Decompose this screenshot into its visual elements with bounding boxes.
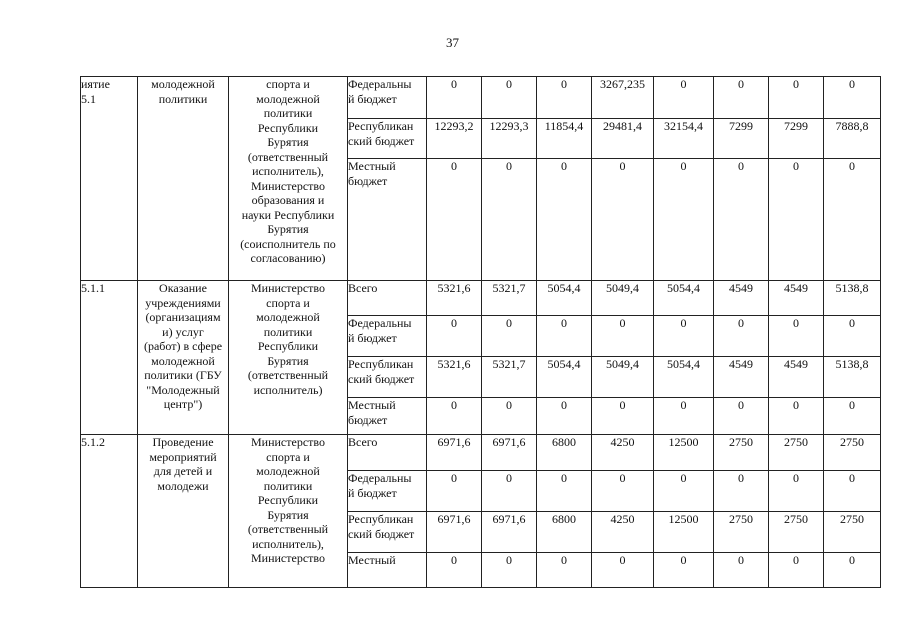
budget-value: 0 bbox=[654, 316, 714, 357]
budget-value: 0 bbox=[482, 398, 537, 435]
budget-value: 0 bbox=[592, 471, 654, 512]
budget-value: 6971,6 bbox=[427, 435, 482, 471]
budget-value: 0 bbox=[427, 77, 482, 119]
budget-value: 0 bbox=[769, 398, 824, 435]
table-body bbox=[81, 77, 881, 588]
budget-value: 0 bbox=[824, 471, 881, 512]
funding-source: Федеральны й бюджет bbox=[348, 471, 427, 512]
funding-source: Республикан ский бюджет bbox=[348, 512, 427, 553]
budget-value: 12293,2 bbox=[427, 119, 482, 159]
budget-value: 0 bbox=[824, 398, 881, 435]
budget-value: 2750 bbox=[824, 435, 881, 471]
funding-source: Федеральны й бюджет bbox=[348, 77, 427, 119]
budget-value: 5054,4 bbox=[537, 281, 592, 316]
budget-value: 5049,4 bbox=[592, 357, 654, 398]
budget-value: 3267,235 bbox=[592, 77, 654, 119]
budget-value: 4549 bbox=[769, 281, 824, 316]
budget-value: 2750 bbox=[714, 435, 769, 471]
budget-value: 0 bbox=[537, 159, 592, 281]
budget-value: 2750 bbox=[769, 512, 824, 553]
budget-value: 4250 bbox=[592, 512, 654, 553]
budget-value: 0 bbox=[714, 159, 769, 281]
funding-source: Федеральны й бюджет bbox=[348, 316, 427, 357]
budget-value: 12293,3 bbox=[482, 119, 537, 159]
budget-value: 5321,6 bbox=[427, 357, 482, 398]
budget-value: 5321,6 bbox=[427, 281, 482, 316]
budget-value: 0 bbox=[427, 316, 482, 357]
budget-value: 0 bbox=[482, 471, 537, 512]
budget-value: 0 bbox=[537, 77, 592, 119]
measure-number: 5.1.2 bbox=[81, 435, 138, 588]
budget-value: 6971,6 bbox=[427, 512, 482, 553]
budget-value: 0 bbox=[592, 159, 654, 281]
budget-value: 0 bbox=[592, 553, 654, 588]
budget-value: 0 bbox=[482, 77, 537, 119]
budget-value: 0 bbox=[769, 77, 824, 119]
budget-value: 0 bbox=[427, 398, 482, 435]
budget-value: 0 bbox=[769, 553, 824, 588]
executor: спорта и молодежной политики Республики Бурятия (ответственный исполнитель), Министерство образования и науки Республики Бурятия (соисполнитель по согласованию) bbox=[229, 77, 348, 281]
budget-value: 2750 bbox=[824, 512, 881, 553]
budget-value: 5054,4 bbox=[654, 357, 714, 398]
executor: Министерство спорта и молодежной политики Республики Бурятия (ответственный исполнитель), Министерство bbox=[229, 435, 348, 588]
budget-value: 5321,7 bbox=[482, 281, 537, 316]
measure-number: 5.1.1 bbox=[81, 281, 138, 435]
budget-value: 6971,6 bbox=[482, 435, 537, 471]
budget-value: 0 bbox=[769, 471, 824, 512]
budget-value: 0 bbox=[654, 553, 714, 588]
budget-value: 0 bbox=[654, 77, 714, 119]
budget-value: 5321,7 bbox=[482, 357, 537, 398]
page-number: 37 bbox=[446, 35, 459, 50]
funding-source: Местный бюджет bbox=[348, 398, 427, 435]
budget-value: 5138,8 bbox=[824, 281, 881, 316]
budget-value: 0 bbox=[824, 553, 881, 588]
budget-value: 2750 bbox=[714, 512, 769, 553]
budget-value: 2750 bbox=[769, 435, 824, 471]
budget-value: 0 bbox=[769, 316, 824, 357]
budget-value: 0 bbox=[482, 316, 537, 357]
budget-value: 0 bbox=[824, 316, 881, 357]
budget-value: 5049,4 bbox=[592, 281, 654, 316]
measure-name: молодежной политики bbox=[138, 77, 229, 281]
budget-value: 0 bbox=[482, 553, 537, 588]
budget-value: 12500 bbox=[654, 512, 714, 553]
budget-value: 6800 bbox=[537, 512, 592, 553]
budget-value: 0 bbox=[592, 398, 654, 435]
funding-source: Местный бюджет bbox=[348, 159, 427, 281]
budget-value: 0 bbox=[482, 159, 537, 281]
budget-value: 0 bbox=[427, 553, 482, 588]
budget-value: 0 bbox=[427, 159, 482, 281]
budget-table bbox=[80, 76, 881, 588]
table-row bbox=[81, 77, 881, 119]
budget-value: 0 bbox=[537, 316, 592, 357]
funding-source: Всего bbox=[348, 435, 427, 471]
measure-number: иятие 5.1 bbox=[81, 77, 138, 281]
budget-value: 0 bbox=[714, 553, 769, 588]
budget-value: 0 bbox=[824, 159, 881, 281]
budget-value: 4250 bbox=[592, 435, 654, 471]
funding-source: Республикан ский бюджет bbox=[348, 119, 427, 159]
budget-value: 0 bbox=[654, 398, 714, 435]
budget-value: 29481,4 bbox=[592, 119, 654, 159]
budget-value: 0 bbox=[714, 316, 769, 357]
funding-source: Местный bbox=[348, 553, 427, 588]
budget-value: 0 bbox=[427, 471, 482, 512]
budget-value: 0 bbox=[824, 77, 881, 119]
budget-value: 0 bbox=[714, 398, 769, 435]
measure-name: Проведение мероприятий для детей и молодежи bbox=[138, 435, 229, 588]
budget-value: 0 bbox=[537, 553, 592, 588]
budget-value: 0 bbox=[537, 398, 592, 435]
budget-value: 5138,8 bbox=[824, 357, 881, 398]
budget-value: 0 bbox=[537, 471, 592, 512]
executor: Министерство спорта и молодежной политики Республики Бурятия (ответственный исполнитель) bbox=[229, 281, 348, 435]
budget-value: 5054,4 bbox=[537, 357, 592, 398]
funding-source: Всего bbox=[348, 281, 427, 316]
funding-source: Республикан ский бюджет bbox=[348, 357, 427, 398]
budget-value: 0 bbox=[654, 471, 714, 512]
budget-value: 11854,4 bbox=[537, 119, 592, 159]
budget-value: 0 bbox=[714, 77, 769, 119]
measure-name: Оказание учреждениями (организациям и) услуг (работ) в сфере молодежной политики (ГБУ "Молодежный центр") bbox=[138, 281, 229, 435]
budget-value: 0 bbox=[654, 159, 714, 281]
table-row bbox=[81, 281, 881, 316]
budget-value: 0 bbox=[592, 316, 654, 357]
budget-value: 4549 bbox=[769, 357, 824, 398]
table-row bbox=[81, 435, 881, 471]
budget-value: 12500 bbox=[654, 435, 714, 471]
budget-value: 7888,8 bbox=[824, 119, 881, 159]
budget-value: 7299 bbox=[714, 119, 769, 159]
budget-value: 4549 bbox=[714, 357, 769, 398]
budget-value: 6971,6 bbox=[482, 512, 537, 553]
budget-value: 4549 bbox=[714, 281, 769, 316]
budget-value: 0 bbox=[769, 159, 824, 281]
budget-value: 7299 bbox=[769, 119, 824, 159]
budget-value: 6800 bbox=[537, 435, 592, 471]
budget-value: 0 bbox=[714, 471, 769, 512]
budget-value: 32154,4 bbox=[654, 119, 714, 159]
budget-value: 5054,4 bbox=[654, 281, 714, 316]
